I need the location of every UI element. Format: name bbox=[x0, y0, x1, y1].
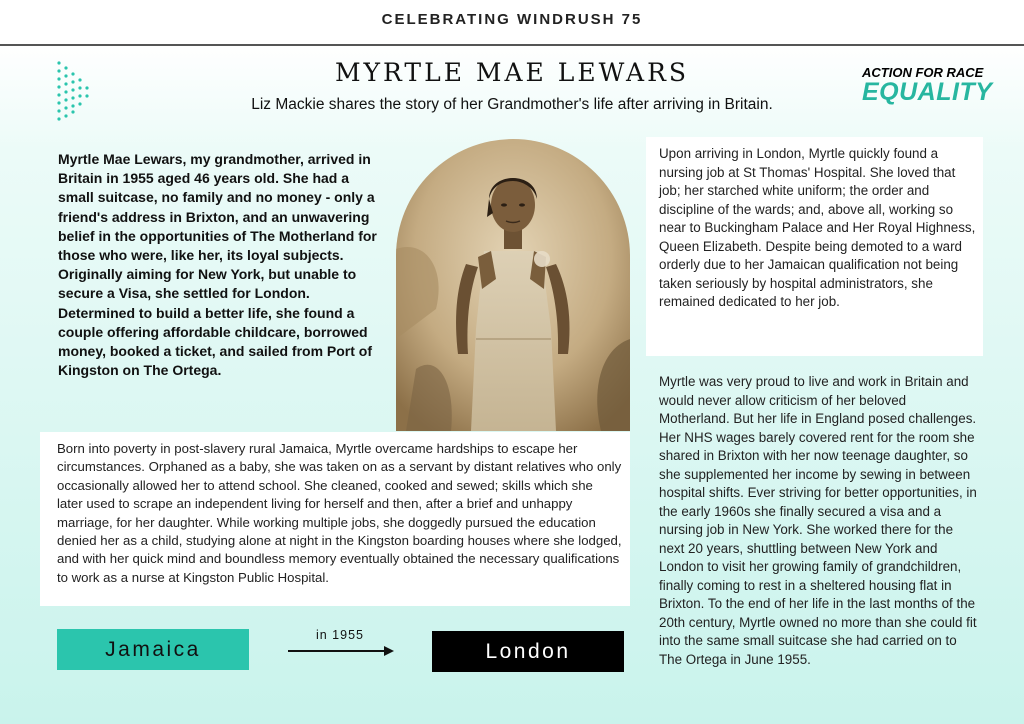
page-subtitle: Liz Mackie shares the story of her Grandmother's life after arriving in Britain. bbox=[251, 96, 773, 113]
portrait-photo bbox=[396, 139, 630, 431]
chevron-pattern-icon bbox=[56, 60, 92, 126]
logo-line-1: ACTION FOR RACE bbox=[862, 65, 984, 80]
logo-line-2: EQUALITY bbox=[862, 78, 993, 106]
london-job-paragraph: Upon arriving in London, Myrtle quickly found a nursing job at St Thomas' Hospital. She loved that job; her starched white uniform; the order and discipline of the wards; and, above all, working so near to Buckingham Palace and Her Royal Highness, Queen Elizabeth. Despite being demoted to a ward orderly due to her Jamaican qualification not being taken seriously by hospital administrators, she remained dedicated to her job. bbox=[659, 146, 976, 309]
action-for-race-equality-logo bbox=[862, 66, 992, 104]
later-life-paragraph: Myrtle was very proud to live and work in Britain and would never allow criticism of her beloved Motherland. But her life in England posed challenges. Her NHS wages barely covered rent for the room she shared in Brixton with her now teenage daughter, so she supplemented her income by sewing in between hospital shifts. Ever striving for better opportunities, in the early 1960s she finally secured a visa and a nursing job in New York. She worked there for the next 20 years, shuttling between New York and London to visit her growing family of grandchildren, finally coming to rest in a sheltered housing flat in Brixton. To the end of her life in the last months of the 20th century, Myrtle owned no more than she could fit into the same small suitcase she had carried on to The Ortega in June 1955. bbox=[659, 374, 977, 667]
intro-paragraph: Myrtle Mae Lewars, my grandmother, arrived in Britain in 1955 aged 46 years old. She had a small suitcase, no family and no money - only a friend's address in Brixton, and an unwavering belief in the opportunities of The Motherland for those who were, like her, its loyal subjects. Originally aiming for New York, but unable to secure a Visa, she settled for London. Determined to build a better life, she found a couple offering affordable childcare, borrowed money, booked a ticket, and sailed from Port of Kingston on The Ortega. bbox=[58, 151, 377, 379]
top-banner bbox=[0, 0, 1024, 46]
destination-label: London bbox=[432, 631, 624, 672]
early-life-paragraph: Born into poverty in post-slavery rural Jamaica, Myrtle overcame hardships to escape her circumstances. Orphaned as a baby, she was taken on as a servant by distant relatives who only occasionally allowed her to attend school. She cleaned, cooked and sewed; skills which she later used to scrape an independent living for herself and then, after a brief and unhappy marriage, for her daughter. While working multiple jobs, she doggedly pursued the education denied her as a child, studying alone at night in the Kingston boarding houses where she lodged, and with her quick mind and boundless memory eventually obtained the necessary qualifications to work as a nurse at Kingston Public Hospital. bbox=[57, 441, 622, 585]
page-title: MYRTLE MAE LEWARS bbox=[334, 58, 690, 87]
journey-year: in 1955 bbox=[315, 628, 364, 642]
banner-text: CELEBRATING WINDRUSH 75 bbox=[381, 11, 643, 28]
arrow-right-icon bbox=[286, 644, 396, 658]
origin-label: Jamaica bbox=[57, 629, 249, 670]
